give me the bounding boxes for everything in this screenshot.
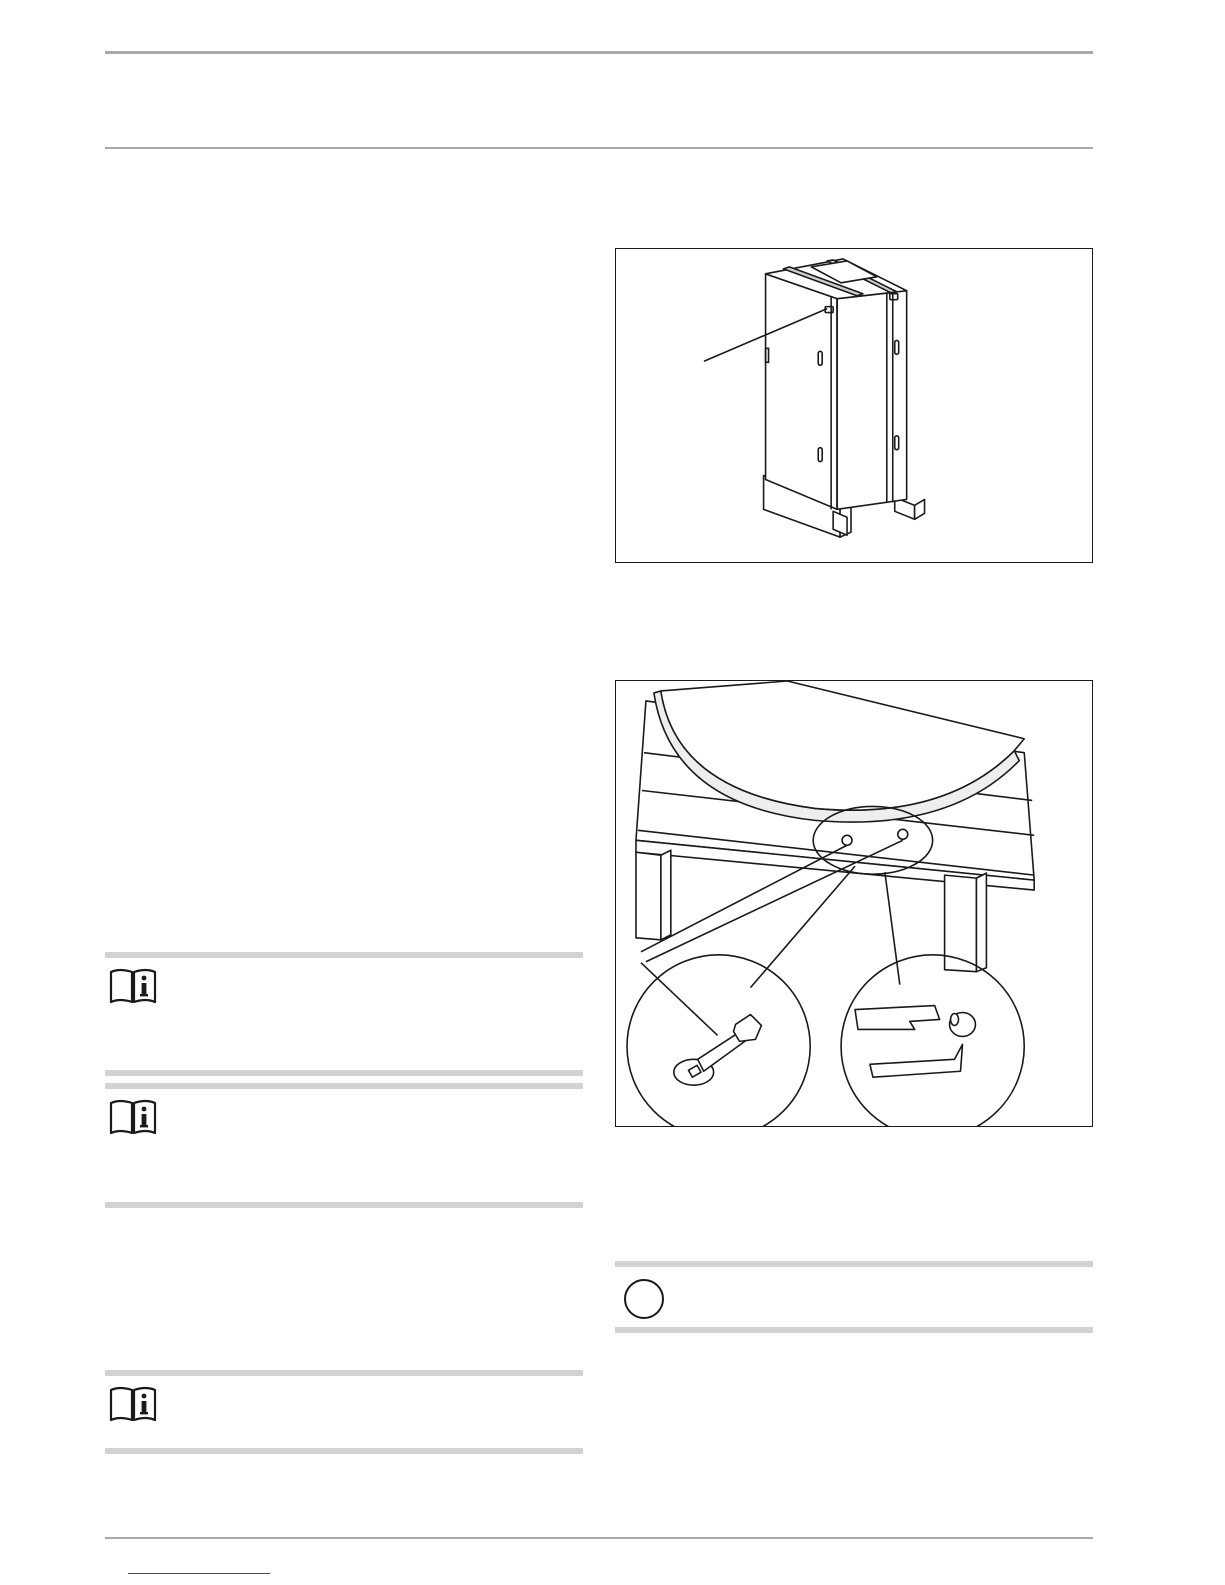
- note-3-top-bar: [105, 1370, 583, 1376]
- note-4-bottom-bar: [615, 1327, 1093, 1333]
- footer-link-underline[interactable]: [128, 1573, 270, 1574]
- manual-info-icon: [108, 968, 158, 1004]
- figure-packaged-unit: [615, 248, 1093, 563]
- note-3-bottom-bar: [105, 1448, 583, 1454]
- note-2-bottom-bar: [105, 1202, 583, 1208]
- header-bottom-rule: [105, 147, 1093, 149]
- note-1-bottom-bar: [105, 1070, 583, 1076]
- pallet-fixing-drawing: [616, 681, 1092, 1126]
- manual-info-icon: [108, 1099, 158, 1135]
- info-circle-icon: [624, 1279, 664, 1319]
- header-top-rule: [105, 51, 1093, 54]
- figure-pallet-fixing: [615, 680, 1093, 1127]
- note-1-top-bar: [105, 952, 583, 958]
- packaged-unit-drawing: [616, 249, 1092, 562]
- note-4-top-bar: [615, 1261, 1093, 1267]
- manual-info-icon: [108, 1386, 158, 1422]
- footer-rule: [105, 1537, 1093, 1539]
- note-2-top-bar: [105, 1083, 583, 1089]
